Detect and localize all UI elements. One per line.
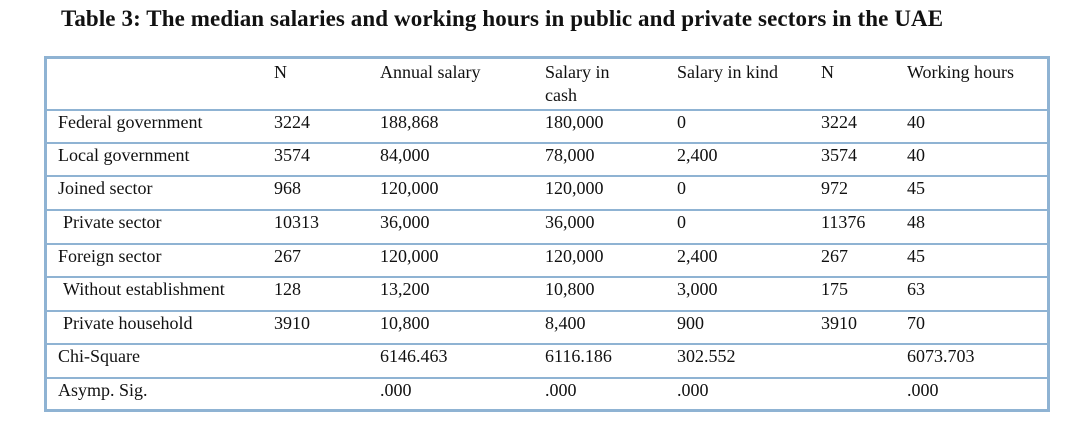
table-cell: 3910 [274,313,310,333]
table-cell: 2,400 [677,246,718,266]
table-cell: .000 [907,380,939,400]
table-cell: 45 [907,178,925,198]
table-cell: 36,000 [545,212,595,232]
table-cell: 6146.463 [380,346,448,366]
table-cell: .000 [545,380,577,400]
row-label: Foreign sector [58,246,162,266]
table-cell: 267 [821,246,848,266]
table-cell: 0 [677,212,686,232]
table-cell: 13,200 [380,279,430,299]
table-cell: 120,000 [380,178,439,198]
table-cell: 8,400 [545,313,586,333]
table-cell: 302.552 [677,346,736,366]
column-header: Salary in cash [545,62,610,105]
column-header: Salary in kind [677,62,778,82]
row-label: Joined sector [58,178,153,198]
column-header: Annual salary [380,62,481,82]
table-cell: .000 [677,380,709,400]
table-cell: 120,000 [380,246,439,266]
table-cell: 180,000 [545,112,604,132]
row-label: Chi-Square [58,346,140,366]
table-cell: 120,000 [545,178,604,198]
table-cell: 10,800 [380,313,430,333]
row-label: Without establishment [63,279,225,299]
table-cell: 900 [677,313,704,333]
table-cell: 6073.703 [907,346,975,366]
table-cell: 3224 [274,112,310,132]
table-cell: 45 [907,246,925,266]
table-cell: 11376 [821,212,866,232]
row-label: Private household [63,313,193,333]
table-cell: 10313 [274,212,319,232]
table-cell: 175 [821,279,848,299]
column-header: N [821,62,834,82]
table-cell: 78,000 [545,145,595,165]
table-cell: 972 [821,178,848,198]
table-cell: 6116.186 [545,346,612,366]
row-label: Local government [58,145,190,165]
table-title: Table 3: The median salaries and working hours in public and private sectors in the UAE [61,6,944,31]
table-cell: 84,000 [380,145,430,165]
table-cell: 128 [274,279,301,299]
table-cell: 267 [274,246,301,266]
column-header: Working hours [907,62,1015,82]
table-cell: 968 [274,178,301,198]
table-cell: 3574 [821,145,857,165]
table-cell: 0 [677,112,686,132]
table-cell: 3,000 [677,279,718,299]
table-cell: .000 [380,380,412,400]
row-label: Asymp. Sig. [58,380,148,400]
column-header: N [274,62,287,82]
table-cell: 120,000 [545,246,604,266]
table-cell: 188,868 [380,112,439,132]
table-cell: 36,000 [380,212,430,232]
row-label: Federal government [58,112,203,132]
table-cell: 40 [907,112,925,132]
table-cell: 40 [907,145,925,165]
table-cell: 2,400 [677,145,718,165]
table-cell: 3910 [821,313,857,333]
table-cell: 63 [907,279,925,299]
table-cell: 0 [677,178,686,198]
row-label: Private sector [63,212,162,232]
table-cell: 3574 [274,145,310,165]
table-cell: 70 [907,313,925,333]
table-cell: 10,800 [545,279,595,299]
table-cell: 3224 [821,112,857,132]
table-cell: 48 [907,212,925,232]
